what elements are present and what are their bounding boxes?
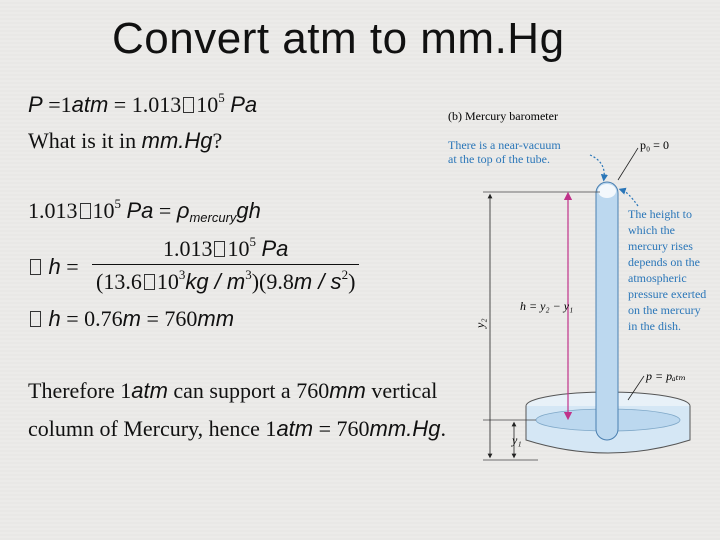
eq4-h: h: [48, 306, 61, 331]
y2-label: y₂: [473, 318, 487, 328]
question-unit: mm.Hg: [141, 128, 213, 153]
conclusion-line-2: column of Mercury, hence 1atm = 760mm.Hg.: [28, 416, 446, 441]
eq1-coef: 1.013: [131, 92, 182, 117]
height-note-line-6: pressure exerted: [628, 287, 707, 301]
eq1-atm: atm: [71, 92, 109, 117]
equation-h-result: [28, 306, 234, 332]
tube-vacuum-region: [598, 184, 616, 198]
p-atm-label: p = pₐₜₘ: [646, 369, 686, 383]
height-note-line-5: atmospheric: [628, 271, 687, 285]
slide-title: Convert atm to mm.Hg: [112, 14, 565, 63]
fraction-numerator: 1.013 $10^5$ Pa: [162, 234, 289, 261]
eq4-equals: =: [66, 306, 79, 331]
p0-leader: [618, 148, 638, 180]
height-note-line-2: which the: [628, 223, 675, 237]
vacuum-arrow: [590, 155, 604, 178]
eq1-exp: 5: [218, 90, 225, 105]
eq2-equals: =: [158, 198, 172, 223]
vacuum-note-line-2: at the top of the tube.: [448, 152, 550, 166]
eq2-rho: ρ: [176, 198, 190, 223]
barometer-tube: [596, 182, 618, 440]
height-note-line-7: on the mercury: [628, 303, 701, 317]
question-line: [28, 128, 222, 154]
times-glyph-box: [214, 241, 225, 257]
eq2-subscript: mercury: [189, 210, 237, 225]
height-note-arrow: [622, 190, 638, 206]
times-glyph-box: [144, 274, 155, 290]
y1-label: y₁: [512, 433, 522, 447]
p0-label: p₀ = 0: [640, 138, 669, 152]
eq2-unit: Pa: [126, 198, 154, 223]
times-glyph-box: [80, 203, 91, 219]
diagram-heading: (b) Mercury barometer: [448, 109, 558, 123]
fraction-denominator: (13.6 $10^3kg / m^3)(9.8m / s^2)$: [96, 267, 356, 294]
eq4-equals-2: =: [146, 306, 159, 331]
height-note-line-8: in the dish.: [628, 319, 681, 333]
mercury-barometer-diagram: [428, 100, 720, 540]
eq3-h: h: [48, 254, 61, 279]
eq2-gh: gh: [236, 198, 261, 223]
equation-pressure-definition: P =1atm = 1.013 $10^5$ Pa: [28, 90, 258, 117]
equation-h-fraction-lhs: [28, 254, 79, 280]
times-glyph-box: [183, 97, 194, 113]
equation-h-fraction: [92, 234, 359, 295]
h-label: h = y₂ − y₁: [520, 299, 574, 313]
equation-hydrostatic: 1.013 $10^5$ $Pa = \rho_{mercury}gh$: [28, 196, 261, 225]
eq1-equals: =: [48, 92, 61, 117]
eq2-exp: 5: [114, 196, 121, 211]
height-note-line-1: The height to: [628, 207, 692, 221]
question-mark: ?: [212, 128, 223, 153]
question-text: What is it in: [28, 128, 142, 153]
eq1-one: 1: [60, 92, 72, 117]
therefore-glyph-box: [30, 311, 41, 327]
eq3-equals: =: [66, 254, 79, 279]
conclusion-line-1: Therefore 1atm can support a 760mm vertical: [28, 378, 438, 403]
eq1-p: P: [28, 92, 43, 117]
eq4-val2: 760: [164, 306, 198, 331]
fraction-bar: [92, 264, 359, 265]
therefore-glyph-box: [30, 259, 41, 275]
vacuum-note-line-1: There is a near-vacuum: [448, 138, 561, 152]
eq4-val1: 0.76: [84, 306, 123, 331]
eq1-unit: Pa: [230, 92, 258, 117]
height-note-line-4: depends on the: [628, 255, 700, 269]
height-note-line-3: mercury rises: [628, 239, 693, 253]
eq4-mm: mm: [197, 306, 235, 331]
eq1-equals-2: =: [113, 92, 127, 117]
eq4-m: m: [122, 306, 141, 331]
eq2-coef: 1.013: [28, 198, 78, 223]
